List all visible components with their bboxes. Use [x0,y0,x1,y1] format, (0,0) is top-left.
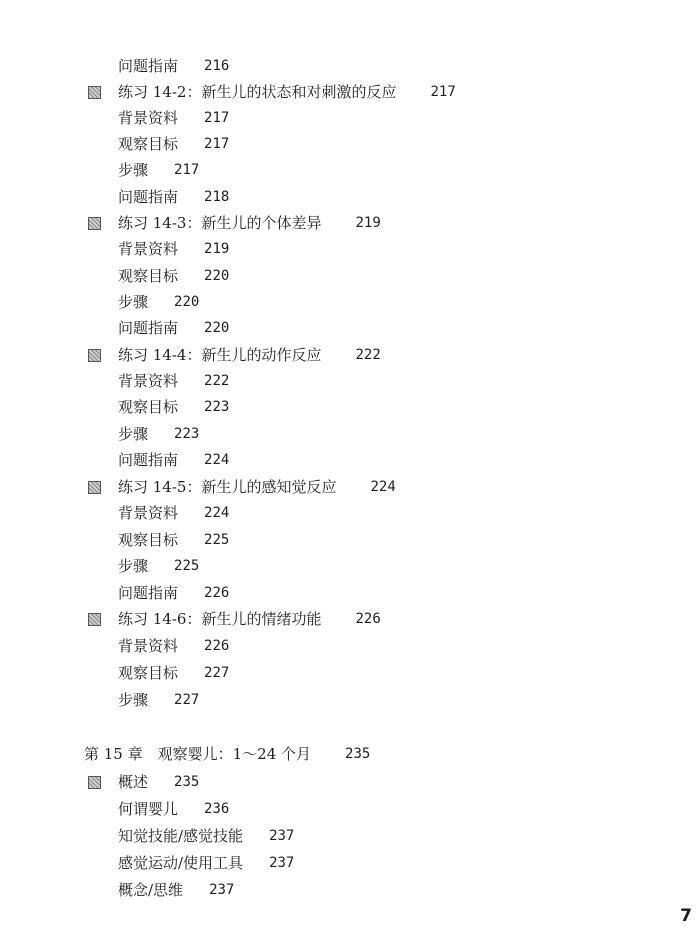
toc-entry [118,527,229,553]
toc-entry-label: 步骤 [118,691,149,709]
toc-entry [118,315,229,341]
square-bullet-icon [88,86,101,99]
toc-entry-label: 背景资料 [118,372,179,390]
toc-entry-page: 217 [204,110,230,126]
toc-entry-page: 220 [204,320,230,336]
toc-section-entry [88,210,381,236]
toc-entry [118,447,229,473]
toc-entry-label: 背景资料 [118,637,179,655]
toc-entry-page: 220 [174,294,200,310]
toc-entry-label: 感觉运动/使用工具 [118,854,244,872]
toc-entry-label: 练习 14-4：新生儿的动作反应 [118,346,322,364]
toc-entry-label: 步骤 [118,425,149,443]
chapter-title: 第 15 章 观察婴儿：1～24 个月 [84,745,312,763]
square-bullet-icon [88,776,101,789]
toc-entry-label: 观察目标 [118,398,179,416]
toc-entry-page: 226 [204,585,230,601]
toc-entry-page: 220 [204,268,230,284]
toc-entry [118,796,229,822]
toc-entry-label: 观察目标 [118,531,179,549]
toc-entry-label: 问题指南 [118,584,179,602]
toc-entry-page: 225 [204,532,230,548]
toc-entry-label: 练习 14-5：新生儿的感知觉反应 [118,478,337,496]
toc-entry-label: 背景资料 [118,504,179,522]
square-bullet-icon [88,613,101,626]
toc-entry [118,394,229,420]
toc-entry [118,421,199,447]
toc-entry-label: 问题指南 [118,451,179,469]
toc-entry-label: 步骤 [118,293,149,311]
toc-entry-page: 235 [345,746,371,762]
toc-entry [118,105,229,131]
toc-entry [118,660,229,686]
toc-entry-label: 概述 [118,773,149,791]
square-bullet-icon [88,349,101,362]
toc-entry-page: 223 [204,399,230,415]
toc-entry-page: 219 [355,215,381,231]
toc-entry [118,500,229,526]
toc-entry [118,157,199,183]
toc-entry-page: 237 [269,828,295,844]
toc-entry-label: 知觉技能/感觉技能 [118,827,244,845]
toc-entry-page: 217 [204,136,230,152]
toc-entry-label: 步骤 [118,557,149,575]
toc-entry-page: 225 [174,558,200,574]
toc-entry-page: 227 [204,665,230,681]
toc-entry [118,263,229,289]
toc-entry-page: 222 [204,373,230,389]
toc-entry-label: 练习 14-6：新生儿的情绪功能 [118,610,322,628]
toc-entry-page: 217 [430,84,456,100]
toc-entry-page: 226 [355,611,381,627]
toc-entry [118,877,234,903]
square-bullet-icon [88,481,101,494]
toc-entry-label: 问题指南 [118,188,179,206]
toc-section-entry [88,606,381,632]
toc-entry [118,184,229,210]
toc-entry-page: 227 [174,692,200,708]
toc-entry-label: 何谓婴儿 [118,800,179,818]
toc-entry [118,687,199,713]
toc-entry [118,823,294,849]
toc-entry-page: 235 [174,774,200,790]
toc-entry [118,289,199,315]
toc-entry [118,850,294,876]
toc-entry [118,236,229,262]
toc-entry [118,633,229,659]
toc-entry-page: 236 [204,801,230,817]
toc-section-entry [88,79,456,105]
toc-entry-page: 224 [370,479,396,495]
toc-entry-label: 问题指南 [118,57,179,75]
toc-entry-page: 216 [204,58,230,74]
toc-entry-page: 237 [209,882,235,898]
toc-entry-page: 223 [174,426,200,442]
toc-entry-label: 观察目标 [118,135,179,153]
toc-entry [118,553,199,579]
toc-entry-label: 步骤 [118,161,149,179]
toc-section-entry [88,342,381,368]
toc-entry-label: 概念/思维 [118,881,184,899]
toc-entry-page: 224 [204,505,230,521]
toc-entry-label: 练习 14-3：新生儿的个体差异 [118,214,322,232]
toc-entry-label: 背景资料 [118,240,179,258]
toc-entry [118,580,229,606]
toc-entry-page: 222 [355,347,381,363]
toc-entry-label: 练习 14-2：新生儿的状态和对刺激的反应 [118,83,397,101]
toc-entry-page: 219 [204,241,230,257]
toc-entry-page: 226 [204,638,230,654]
toc-entry-label: 观察目标 [118,267,179,285]
toc-entry [118,368,229,394]
toc-entry-label: 问题指南 [118,319,179,337]
toc-entry-label: 观察目标 [118,664,179,682]
square-bullet-icon [88,217,101,230]
toc-entry [118,131,229,157]
toc-entry-page: 218 [204,189,230,205]
toc-chapter-entry [84,741,370,767]
page-number: 7 [680,906,692,926]
toc-entry-page: 224 [204,452,230,468]
toc-entry [118,53,229,79]
toc-section-entry [88,474,396,500]
toc-section-entry [88,769,199,795]
toc-entry-page: 217 [174,162,200,178]
toc-entry-page: 237 [269,855,295,871]
toc-entry-label: 背景资料 [118,109,179,127]
